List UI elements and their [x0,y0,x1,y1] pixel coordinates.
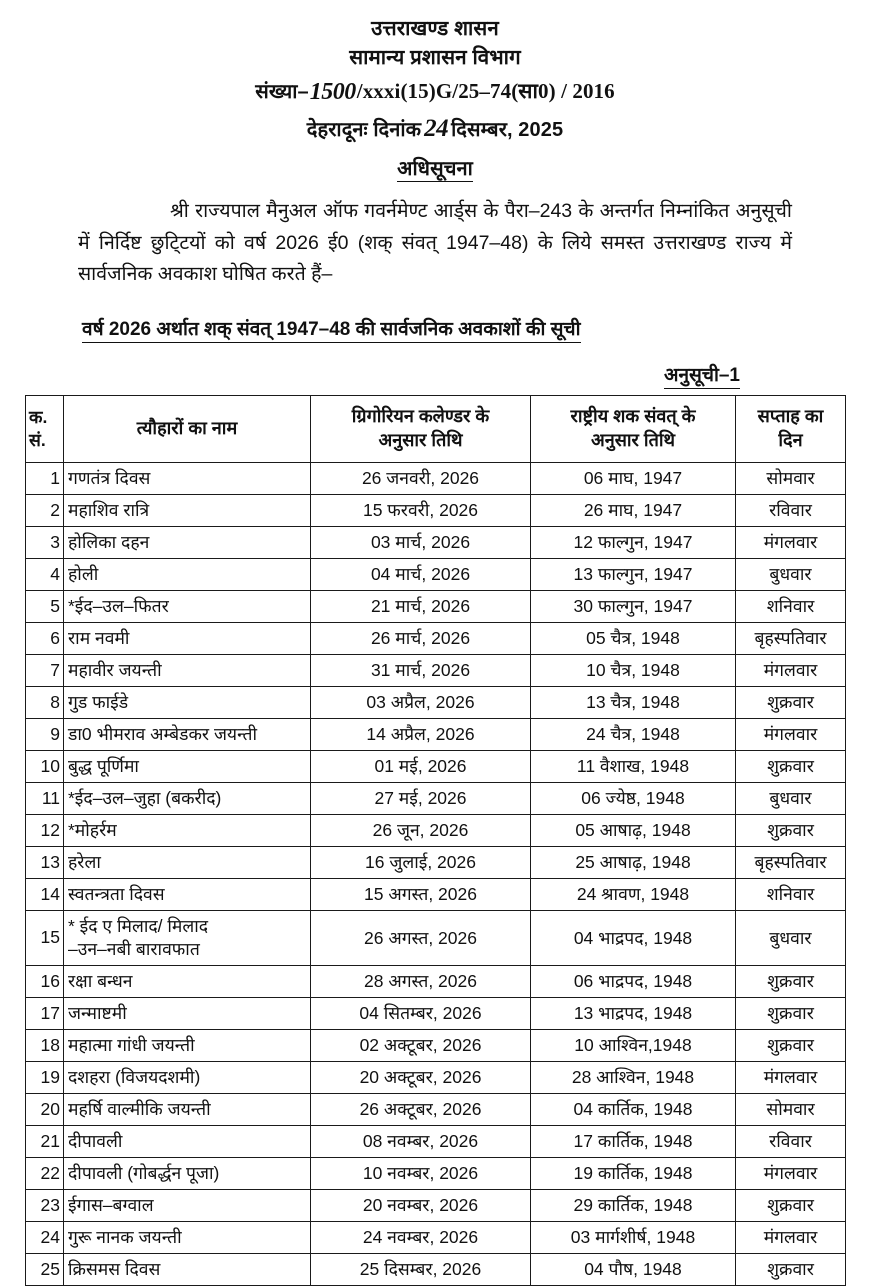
cell-saka-date: 30 फाल्गुन, 1947 [531,590,736,622]
table-row [26,750,846,782]
cell-gregorian-date: 26 मार्च, 2026 [311,622,531,654]
cell-weekday: शुक्रवार [736,686,846,718]
cell-serial-number: 10 [26,750,64,782]
cell-saka-date: 10 आश्विन,1948 [531,1029,736,1061]
table-header-row [26,395,846,462]
date-day-handwritten: 24 [424,115,449,143]
cell-saka-date: 05 चैत्र, 1948 [531,622,736,654]
column-header-saka-date [531,395,736,462]
cell-saka-date: 06 माघ, 1947 [531,462,736,494]
cell-festival-name [64,997,311,1029]
table-row [26,494,846,526]
column-header-weekday [736,395,846,462]
cell-serial-number: 4 [26,558,64,590]
cell-gregorian-date: 27 मई, 2026 [311,782,531,814]
cell-serial-number: 8 [26,686,64,718]
table-row [26,1189,846,1221]
table-row [26,526,846,558]
festival-name-line1: *ईद–उल–जुहा (बकरीद) [68,787,222,808]
cell-saka-date: 24 श्रावण, 1948 [531,878,736,910]
cell-festival-name [64,1221,311,1253]
notification-heading-text: अधिसूचना [397,157,473,180]
cell-festival-name [64,1061,311,1093]
cell-weekday: मंगलवार [736,1157,846,1189]
cell-gregorian-date: 04 सितम्बर, 2026 [311,997,531,1029]
table-row [26,878,846,910]
table-row [26,814,846,846]
cell-gregorian-date: 20 अक्टूबर, 2026 [311,1061,531,1093]
cell-weekday: बुधवार [736,910,846,965]
cell-gregorian-date: 25 दिसम्बर, 2026 [311,1253,531,1285]
cell-festival-name [64,782,311,814]
cell-serial-number: 6 [26,622,64,654]
cell-serial-number: 7 [26,654,64,686]
paragraph-text: श्री राज्यपाल मैनुअल ऑफ गवर्नमेण्ट आर्ड्स के पैरा–243 के अन्तर्गत निम्नांकित अनुसूची में निर्दिष्ट छुटि्टयों को वर्ष 2026 ई0 (शक् संवत् 1947–48) के लिये समस्त उत्तराखण्ड राज्य में सार्वजनिक अवकाश घोषित करते हैं– [78,199,792,286]
cell-serial-number: 22 [26,1157,64,1189]
cell-serial-number: 18 [26,1029,64,1061]
cell-serial-number: 13 [26,846,64,878]
table-row [26,590,846,622]
festival-name-line1: क्रिसमस दिवस [68,1258,161,1279]
column-header-festival-name [64,395,311,462]
table-row [26,1253,846,1285]
cell-saka-date: 19 कार्तिक, 1948 [531,1157,736,1189]
table-row [26,654,846,686]
column-header-saka-line1: राष्ट्रीय शक संवत् के [570,405,696,426]
cell-festival-name [64,910,311,965]
cell-gregorian-date: 31 मार्च, 2026 [311,654,531,686]
cell-festival-name [64,878,311,910]
cell-festival-name [64,1189,311,1221]
cell-gregorian-date: 20 नवम्बर, 2026 [311,1189,531,1221]
cell-weekday: शुक्रवार [736,750,846,782]
cell-saka-date: 13 फाल्गुन, 1947 [531,558,736,590]
cell-festival-name [64,1253,311,1285]
festival-name-line1: गुरू नानक जयन्ती [68,1226,182,1247]
cell-weekday: रविवार [736,1125,846,1157]
table-row [26,910,846,965]
cell-gregorian-date: 01 मई, 2026 [311,750,531,782]
cell-weekday: शुक्रवार [736,965,846,997]
cell-gregorian-date: 26 अगस्त, 2026 [311,910,531,965]
cell-gregorian-date: 03 अप्रैल, 2026 [311,686,531,718]
notification-heading [0,156,870,182]
table-row [26,965,846,997]
table-row [26,1061,846,1093]
cell-saka-date: 26 माघ, 1947 [531,494,736,526]
cell-weekday: बृहस्पतिवार [736,846,846,878]
cell-festival-name [64,526,311,558]
cell-serial-number: 9 [26,718,64,750]
table-row [26,686,846,718]
cell-saka-date: 25 आषाढ़, 1948 [531,846,736,878]
cell-serial-number: 16 [26,965,64,997]
column-header-serial-line2: सं. [29,429,46,450]
cell-saka-date: 28 आश्विन, 1948 [531,1061,736,1093]
table-row [26,846,846,878]
cell-weekday: शनिवार [736,590,846,622]
reference-prefix: संख्या– [255,81,309,104]
cell-weekday: शनिवार [736,878,846,910]
table-row [26,997,846,1029]
cell-serial-number: 25 [26,1253,64,1285]
table-row [26,1221,846,1253]
cell-weekday: बृहस्पतिवार [736,622,846,654]
cell-festival-name [64,718,311,750]
reference-slash: / [356,79,363,104]
table-body [26,462,846,1285]
cell-saka-date: 03 मार्गशीर्ष, 1948 [531,1221,736,1253]
cell-gregorian-date: 15 अगस्त, 2026 [311,878,531,910]
cell-festival-name [64,558,311,590]
cell-weekday: मंगलवार [736,1221,846,1253]
cell-festival-name [64,750,311,782]
cell-festival-name [64,622,311,654]
table-row [26,1029,846,1061]
festival-name-line1: रक्षा बन्धन [68,970,133,991]
cell-festival-name [64,846,311,878]
reference-number-line [0,77,870,108]
cell-weekday: बुधवार [736,782,846,814]
cell-serial-number: 21 [26,1125,64,1157]
column-header-gregorian-date [311,395,531,462]
cell-saka-date: 06 भाद्रपद, 1948 [531,965,736,997]
cell-gregorian-date: 08 नवम्बर, 2026 [311,1125,531,1157]
cell-serial-number: 1 [26,462,64,494]
cell-festival-name [64,1125,311,1157]
cell-festival-name [64,1029,311,1061]
festival-name-line1: जन्माष्टमी [68,1002,127,1023]
cell-gregorian-date: 24 नवम्बर, 2026 [311,1221,531,1253]
festival-name-line1: ईगास–बग्वाल [68,1194,154,1215]
cell-saka-date: 11 वैशाख, 1948 [531,750,736,782]
column-header-serial-line1: क. [29,406,48,427]
cell-gregorian-date: 26 जनवरी, 2026 [311,462,531,494]
cell-gregorian-date: 04 मार्च, 2026 [311,558,531,590]
cell-gregorian-date: 15 फरवरी, 2026 [311,494,531,526]
table-row [26,622,846,654]
cell-festival-name [64,1157,311,1189]
cell-gregorian-date: 21 मार्च, 2026 [311,590,531,622]
annexure-label [0,361,740,387]
table-row [26,462,846,494]
table-row [26,1093,846,1125]
cell-saka-date: 04 पौष, 1948 [531,1253,736,1285]
festival-name-line1: *ईद–उल–फितर [68,595,169,616]
festival-name-line1: बुद्ध पूर्णिमा [68,755,139,776]
department-name: सामान्य प्रशासन विभाग [349,45,521,69]
cell-serial-number: 19 [26,1061,64,1093]
festival-name-line1: *मोहर्रम [68,819,117,840]
festival-name-line2: –उन–नबी बारावफात [68,938,200,959]
cell-festival-name [64,965,311,997]
date-month-year: दिसम्बर, 2025 [451,119,564,142]
cell-gregorian-date: 03 मार्च, 2026 [311,526,531,558]
table-row [26,782,846,814]
column-header-weekday-line1: सप्ताह का [757,405,824,426]
reference-number-handwritten: 1500 [309,79,356,106]
cell-festival-name [64,462,311,494]
cell-weekday: रविवार [736,494,846,526]
cell-festival-name [64,686,311,718]
cell-gregorian-date: 26 अक्टूबर, 2026 [311,1093,531,1125]
cell-serial-number: 5 [26,590,64,622]
festival-name-line1: राम नवमी [68,627,130,648]
festival-name-line1: स्वतन्त्रता दिवस [68,883,165,904]
place-label: देहरादूनः दिनांक [306,119,422,142]
festival-name-line1: दीपावली (गोबर्द्धन पूजा) [68,1162,220,1183]
document-header [0,0,870,182]
festival-name-line1: महात्मा गांधी जयन्ती [68,1034,195,1055]
notification-body-paragraph [78,196,792,291]
column-header-gregorian-line1: ग्रिगोरियन कलेण्डर के [351,405,490,426]
cell-serial-number: 20 [26,1093,64,1125]
festival-name-line1: महावीर जयन्ती [68,659,162,680]
table-row [26,558,846,590]
cell-festival-name [64,590,311,622]
cell-saka-date: 05 आषाढ़, 1948 [531,814,736,846]
festival-name-line1: महर्षि वाल्मीकि जयन्ती [68,1098,211,1119]
cell-gregorian-date: 26 जून, 2026 [311,814,531,846]
festival-name-line1: दशहरा (विजयदशमी) [68,1066,201,1087]
table-row [26,718,846,750]
cell-saka-date: 06 ज्येष्ठ, 1948 [531,782,736,814]
cell-serial-number: 17 [26,997,64,1029]
cell-serial-number: 15 [26,910,64,965]
cell-serial-number: 12 [26,814,64,846]
reference-code: xxxi(15)G/25–74(सा0) / 2016 [362,79,615,104]
cell-serial-number: 3 [26,526,64,558]
cell-serial-number: 2 [26,494,64,526]
cell-gregorian-date: 28 अगस्त, 2026 [311,965,531,997]
column-header-weekday-line2: दिन [778,429,803,450]
cell-serial-number: 23 [26,1189,64,1221]
cell-weekday: शुक्रवार [736,1253,846,1285]
cell-saka-date: 10 चैत्र, 1948 [531,654,736,686]
festival-name-line1: होली [68,563,99,584]
table-row [26,1157,846,1189]
table-row [26,1125,846,1157]
cell-saka-date: 12 फाल्गुन, 1947 [531,526,736,558]
cell-saka-date: 24 चैत्र, 1948 [531,718,736,750]
column-header-saka-line2: अनुसार तिथि [590,429,676,450]
festival-name-line1: डा0 भीमराव अम्बेडकर जयन्ती [68,723,257,744]
place-date-line [0,113,870,146]
table-header [26,395,846,462]
column-header-serial [26,395,64,462]
festival-name-line1: दीपावली [68,1130,123,1151]
cell-saka-date: 13 भाद्रपद, 1948 [531,997,736,1029]
cell-weekday: शुक्रवार [736,814,846,846]
cell-saka-date: 13 चैत्र, 1948 [531,686,736,718]
festival-name-line1: गुड फाईडे [68,691,129,712]
cell-weekday: सोमवार [736,1093,846,1125]
cell-saka-date: 29 कार्तिक, 1948 [531,1189,736,1221]
cell-gregorian-date: 16 जुलाई, 2026 [311,846,531,878]
cell-weekday: शुक्रवार [736,1029,846,1061]
cell-weekday: मंगलवार [736,526,846,558]
cell-gregorian-date: 14 अप्रैल, 2026 [311,718,531,750]
cell-weekday: बुधवार [736,558,846,590]
cell-festival-name [64,1093,311,1125]
cell-weekday: मंगलवार [736,1061,846,1093]
cell-saka-date: 04 भाद्रपद, 1948 [531,910,736,965]
cell-festival-name [64,654,311,686]
cell-gregorian-date: 10 नवम्बर, 2026 [311,1157,531,1189]
cell-weekday: मंगलवार [736,718,846,750]
cell-weekday: मंगलवार [736,654,846,686]
cell-serial-number: 24 [26,1221,64,1253]
cell-saka-date: 17 कार्तिक, 1948 [531,1125,736,1157]
holiday-list-title [82,315,870,341]
cell-serial-number: 11 [26,782,64,814]
festival-name-line1: * ईद ए मिलाद/ मिलाद [68,915,209,936]
cell-saka-date: 04 कार्तिक, 1948 [531,1093,736,1125]
cell-weekday: शुक्रवार [736,997,846,1029]
cell-gregorian-date: 02 अक्टूबर, 2026 [311,1029,531,1061]
cell-serial-number: 14 [26,878,64,910]
festival-name-line1: गणतंत्र दिवस [68,467,151,488]
government-name: उत्तराखण्ड शासन [371,17,499,40]
cell-weekday: सोमवार [736,462,846,494]
holiday-table [25,395,846,1286]
cell-weekday: शुक्रवार [736,1189,846,1221]
cell-festival-name [64,494,311,526]
column-header-gregorian-line2: अनुसार तिथि [378,429,463,450]
holiday-list-title-text: वर्ष 2026 अर्थात शक् संवत् 1947–48 की सार्वजनिक अवकाशों की सूची [82,319,581,343]
festival-name-line1: होलिका दहन [68,531,150,552]
annexure-label-text: अनुसूची–1 [664,365,740,389]
festival-name-line1: महाशिव रात्रि [68,499,150,520]
column-header-festival-name-line1: त्यौहारों का नाम [136,417,238,438]
festival-name-line1: हरेला [68,851,101,872]
cell-festival-name [64,814,311,846]
